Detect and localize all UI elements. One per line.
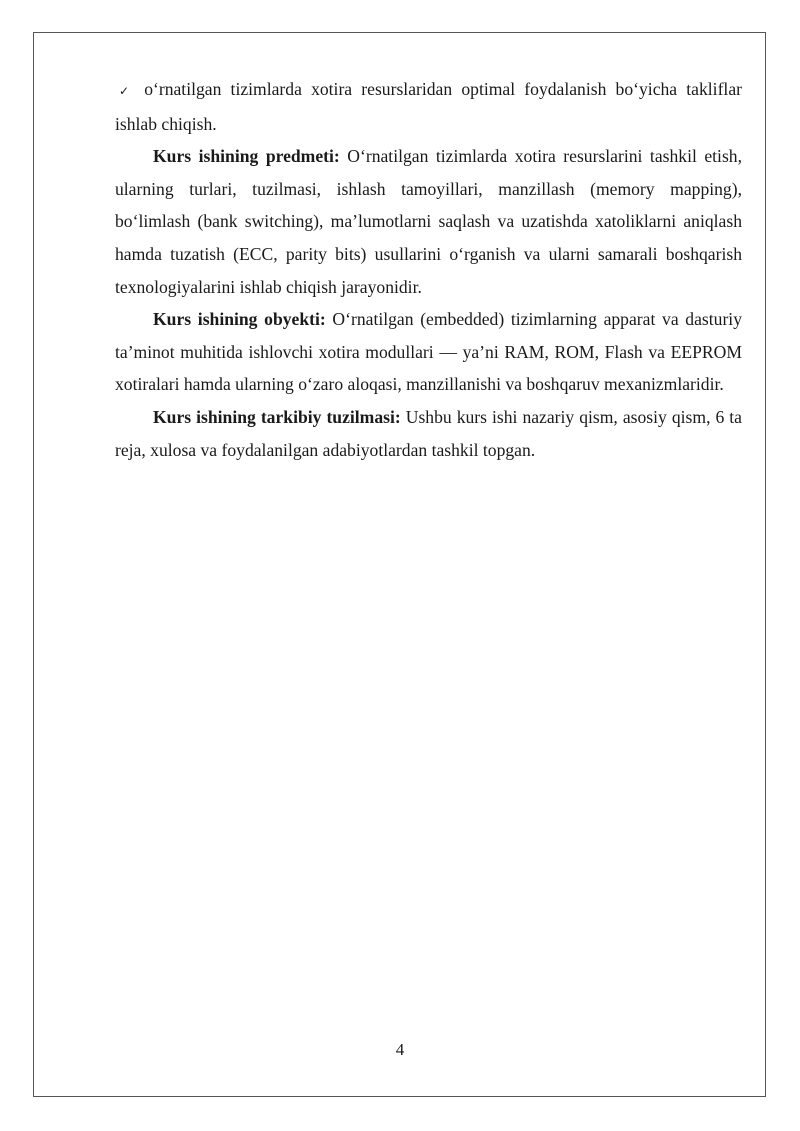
paragraph-heading: Kurs ishining predmeti: <box>153 146 340 167</box>
checkmark-icon: ✓ <box>119 84 130 98</box>
paragraph-text: Ushbu kurs ishi nazariy qism, asosiy qism, 6 ta reja, xulosa va foydalanilgan adabiyotlardan tashkil topgan. <box>115 406 742 460</box>
paragraph-heading: Kurs ishining obyekti: <box>153 309 326 330</box>
bullet-text: o‘rnatilgan tizimlarda xotira resurslaridan optimal foydalanish bo‘yicha takliflar ishlab chiqish. <box>115 79 742 134</box>
paragraph-predmet <box>115 140 742 303</box>
page-number: 4 <box>395 1040 405 1059</box>
document-body <box>115 73 742 466</box>
paragraph-tuzilma <box>115 401 742 466</box>
paragraph-text: O‘rnatilgan (embedded) tizimlarning apparat va dasturiy ta’minot muhitida ishlovchi xotira modullari — ya’ni RAM, ROM, Flash va EEPROM xotiralari hamda ularning o‘zaro aloqasi, manzillanishi va boshqaruv mexanizmlaridir. <box>115 309 742 395</box>
paragraph-heading: Kurs ishining tarkibiy tuzilmasi: <box>153 406 401 427</box>
paragraph-obyekt <box>115 303 742 401</box>
paragraph-text: O‘rnatilgan tizimlarda xotira resurslarini tashkil etish, ularning turlari, tuzilmasi, ishlash tamoyillari, manzillash (memory mapping), bo‘limlash (bank switching), ma’lumotlarni saqlash va uzatishda xatoliklarni aniqlash hamda tuzatish (ECC, parity bits) usullarini o‘rganish va ularni samarali boshqarish texnologiyalarini ishlab chiqish jarayonidir. <box>115 146 742 297</box>
bullet-item <box>115 73 742 140</box>
